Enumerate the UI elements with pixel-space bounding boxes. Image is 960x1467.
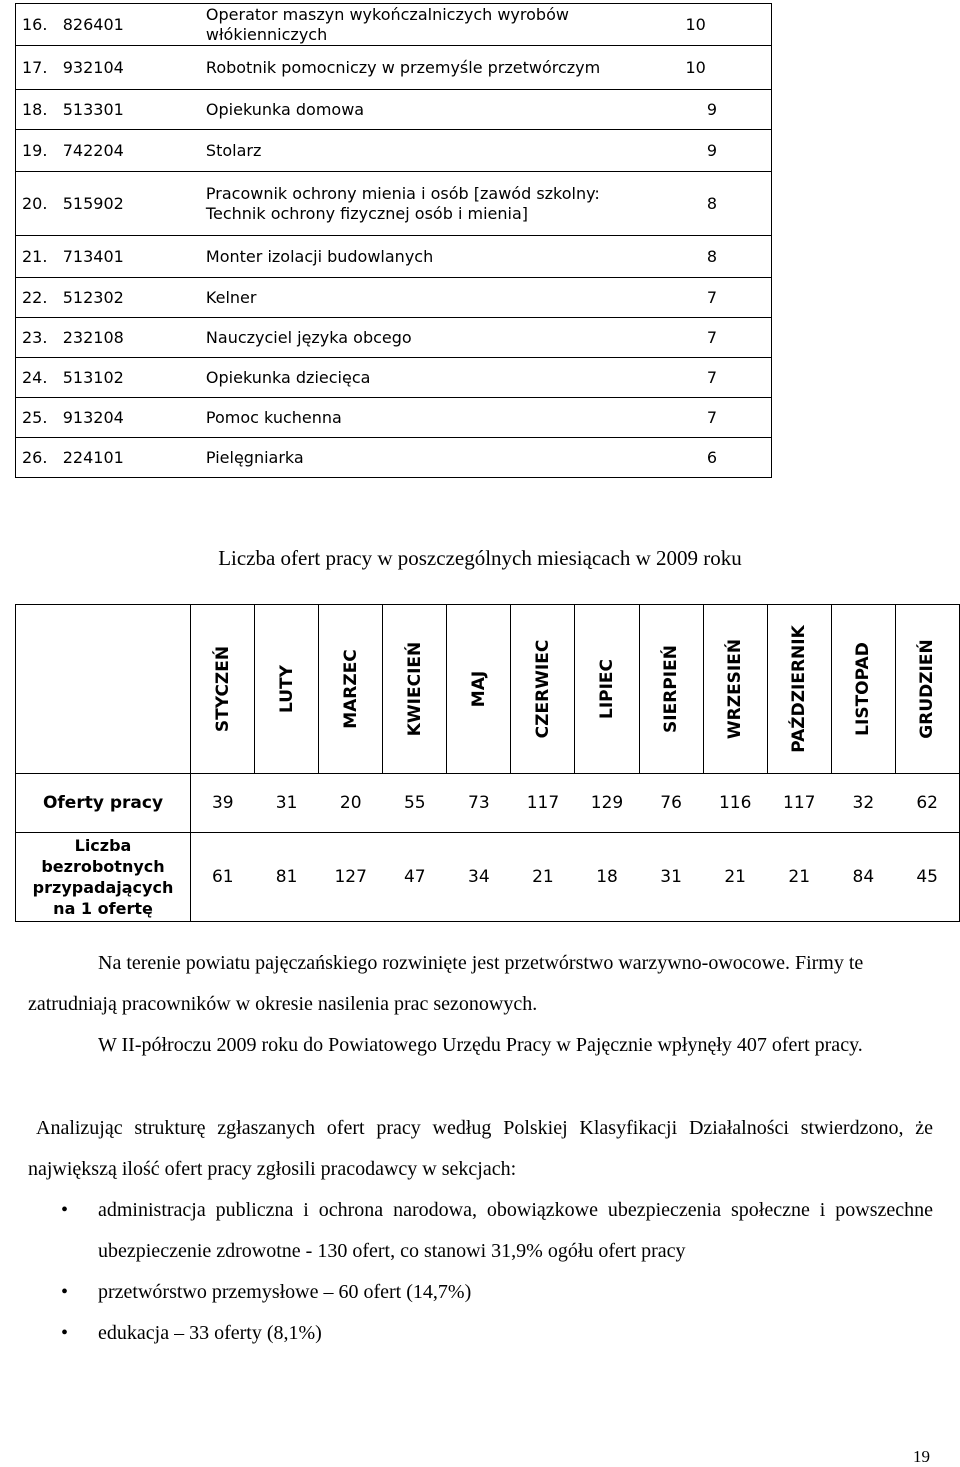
occupation-name: Pomoc kuchenna xyxy=(205,407,342,427)
offers-value: 39 xyxy=(191,774,255,833)
unemployed-value: 61 xyxy=(191,833,255,922)
row-number: 20. xyxy=(22,193,48,213)
occupation-name: Pielęgniarka xyxy=(205,447,304,467)
header-corner xyxy=(16,605,191,774)
section-title: Liczba ofert pracy w poszczególnych miesiącach w 2009 roku xyxy=(218,546,742,570)
occupation-name: Nauczyciel języka obcego xyxy=(205,327,412,347)
unemployed-value: 45 xyxy=(895,833,959,922)
offers-value: 55 xyxy=(383,774,447,833)
unemployed-value: 31 xyxy=(639,833,703,922)
occupation-name: Opiekunka domowa xyxy=(205,99,365,119)
table-row xyxy=(16,130,772,172)
occupation-name: Robotnik pomocniczy w przemyśle przetwórczym xyxy=(205,57,601,77)
unemployed-value: 18 xyxy=(575,833,639,922)
offer-count: 9 xyxy=(620,90,771,130)
occupation-name: Opiekunka dziecięca xyxy=(205,367,371,387)
paragraph-structure-analysis: Analizując strukturę zgłaszanych ofert pracy według Polskiej Klasyfikacji Działalności stwierdzono, że największą ilość ofert pracy zgłosili pracodawcy w sekcjach: xyxy=(28,1117,933,1180)
occupation-code: 713401 xyxy=(62,246,124,266)
months-header-row xyxy=(16,605,960,774)
row-number: 24. xyxy=(22,367,48,387)
month-label: LISTOPAD xyxy=(853,642,874,736)
offer-count: 9 xyxy=(620,130,771,172)
table-row xyxy=(16,278,772,318)
unemployed-row xyxy=(16,833,960,922)
row-number: 21. xyxy=(22,246,48,266)
unemployed-value: 21 xyxy=(767,833,831,922)
unemployed-value: 81 xyxy=(255,833,319,922)
occupation-name: Monter izolacji budowlanych xyxy=(205,246,434,266)
month-header xyxy=(255,605,319,774)
occupation-code: 826401 xyxy=(62,14,124,34)
list-item: • edukacja – 33 oferty (8,1%) xyxy=(28,1313,933,1354)
occupation-code: 232108 xyxy=(62,327,124,347)
row-number: 17. xyxy=(22,57,48,77)
table-row xyxy=(16,4,772,46)
list-item: • przetwórstwo przemysłowe – 60 ofert (14,7%) xyxy=(28,1272,933,1313)
sections-list xyxy=(28,1190,933,1354)
table-row xyxy=(16,172,772,236)
unemployed-value: 84 xyxy=(831,833,895,922)
row-number: 16. xyxy=(22,14,48,34)
month-label: LUTY xyxy=(276,665,297,713)
month-label: STYCZEŃ xyxy=(212,645,233,733)
list-item: • administracja publiczna i ochrona narodowa, obowiązkowe ubezpieczenia społeczne i powszechne ubezpieczenie zdrowotne - 130 ofert, co stanowi 31,9% ogółu ofert pracy xyxy=(28,1190,933,1272)
offers-value: 76 xyxy=(639,774,703,833)
paragraph-offers-received: W II-półroczu 2009 roku do Powiatowego Urzędu Pracy w Pajęcznie wpłynęły 407 ofert pracy. xyxy=(98,1034,863,1056)
offer-count: 10 xyxy=(620,46,771,90)
unemployed-value: 47 xyxy=(383,833,447,922)
month-header xyxy=(575,605,639,774)
monthly-offers-table xyxy=(15,604,960,922)
unemployed-value: 21 xyxy=(703,833,767,922)
month-label: GRUDZIEŃ xyxy=(917,639,938,739)
month-label: WRZESIEŃ xyxy=(725,638,746,740)
unemployed-value: 21 xyxy=(511,833,575,922)
unemployed-value: 34 xyxy=(447,833,511,922)
month-header xyxy=(447,605,511,774)
month-header xyxy=(319,605,383,774)
month-header xyxy=(511,605,575,774)
month-header xyxy=(895,605,959,774)
offers-value: 73 xyxy=(447,774,511,833)
offers-value: 117 xyxy=(767,774,831,833)
occupations-table xyxy=(15,3,772,478)
row-number: 18. xyxy=(22,99,48,119)
bullet-icon: • xyxy=(61,1199,69,1221)
occupation-name: Operator maszyn wykończalniczych wyrobów włókienniczych xyxy=(205,4,569,44)
row-number: 19. xyxy=(22,140,48,160)
paragraph-processing-industry: Na terenie powiatu pajęczańskiego rozwinięte jest przetwórstwo warzywno-owocowe. Firmy te zatrudniają pracowników w okresie nasilenia prac sezonowych. xyxy=(28,952,864,1015)
offers-row xyxy=(16,774,960,833)
month-label: KWIECIEŃ xyxy=(404,641,425,737)
month-label: LIPIEC xyxy=(597,658,617,720)
month-header xyxy=(703,605,767,774)
row-number: 26. xyxy=(22,447,48,467)
table-row xyxy=(16,46,772,90)
offers-value: 31 xyxy=(255,774,319,833)
table-row xyxy=(16,358,772,398)
month-header xyxy=(767,605,831,774)
occupation-name: Kelner xyxy=(205,287,257,307)
offers-value: 129 xyxy=(575,774,639,833)
unemployed-value: 127 xyxy=(319,833,383,922)
offer-count: 7 xyxy=(620,278,771,318)
month-label: MAJ xyxy=(468,670,489,708)
offer-count: 7 xyxy=(620,398,771,438)
table-row xyxy=(16,90,772,130)
month-label: SIERPIEŃ xyxy=(661,645,682,733)
row-number: 23. xyxy=(22,327,48,347)
offers-value: 62 xyxy=(895,774,959,833)
month-header xyxy=(831,605,895,774)
bullet-icon: • xyxy=(61,1281,69,1303)
occupation-code: 742204 xyxy=(62,140,124,160)
month-header xyxy=(639,605,703,774)
table-row xyxy=(16,236,772,278)
occupation-code: 513301 xyxy=(62,99,124,119)
table-row xyxy=(16,318,772,358)
month-label: CZERWIEC xyxy=(532,639,553,739)
offers-value: 116 xyxy=(703,774,767,833)
table-row xyxy=(16,438,772,478)
offers-value: 20 xyxy=(319,774,383,833)
occupation-code: 515902 xyxy=(62,193,124,213)
unemployed-label: Liczba bezrobotnych przypadających na 1 ofertę xyxy=(16,833,191,922)
offer-count: 8 xyxy=(620,172,771,236)
occupation-code: 913204 xyxy=(62,407,124,427)
offer-count: 10 xyxy=(620,4,771,46)
page-number: 19 xyxy=(913,1447,930,1466)
month-label: PAŹDZIERNIK xyxy=(789,625,810,753)
offers-value: 32 xyxy=(831,774,895,833)
row-number: 25. xyxy=(22,407,48,427)
offers-label: Oferty pracy xyxy=(16,774,191,833)
offer-count: 8 xyxy=(620,236,771,278)
occupation-name: Pracownik ochrony mienia i osób [zawód szkolny: Technik ochrony fizycznej osób i mienia] xyxy=(205,183,600,223)
table-row xyxy=(16,398,772,438)
month-header xyxy=(383,605,447,774)
month-header xyxy=(191,605,255,774)
offers-value: 117 xyxy=(511,774,575,833)
occupation-name: Stolarz xyxy=(205,140,262,160)
offer-count: 6 xyxy=(620,438,771,478)
occupation-code: 224101 xyxy=(62,447,124,467)
occupation-code: 512302 xyxy=(62,287,124,307)
occupation-code: 513102 xyxy=(62,367,124,387)
offer-count: 7 xyxy=(620,318,771,358)
bullet-icon: • xyxy=(61,1322,69,1344)
row-number: 22. xyxy=(22,287,48,307)
offer-count: 7 xyxy=(620,358,771,398)
month-label: MARZEC xyxy=(340,649,361,729)
occupation-code: 932104 xyxy=(62,57,124,77)
